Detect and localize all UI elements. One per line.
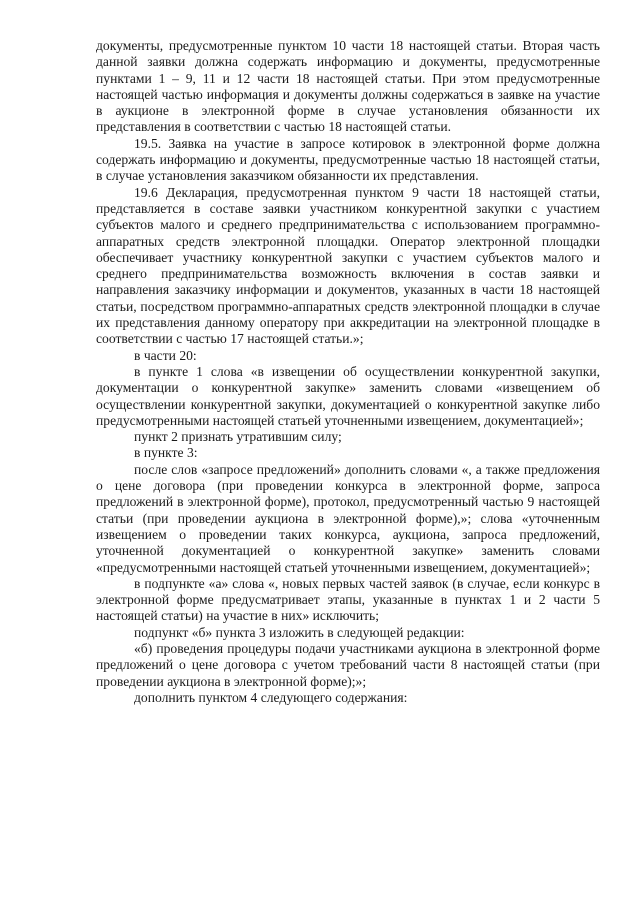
paragraph-19-5: 19.5. Заявка на участие в запросе котировок в электронной форме должна содержать информацию и документы, предусмотренные частью 18 настоящей статьи, в случае установления заказчиком обязанности их представления. xyxy=(96,135,600,184)
document-body xyxy=(96,38,600,706)
paragraph-point-3: в пункте 3: xyxy=(134,445,198,461)
paragraph-subpoint-b-intro: подпункт «б» пункта 3 изложить в следующей редакции: xyxy=(134,624,465,640)
paragraph-point-3-amendment: после слов «запросе предложений» дополнить словами «, а также предложения о цене договора (при проведении конкурса в электронной форме, запроса предложений в электронной форме), протокол, предусмотренный частью 9 настоящей статьи (при проведении аукциона в электронной форме),»; слова «уточненным извещением о проведении таких конкурса, аукциона, запроса предложений, уточненной документацией о конкурентной закупке» заменить словами «предусмотренными настоящей статьей уточненными извещением, документацией»; xyxy=(96,461,600,575)
paragraph-point-2: пункт 2 признать утратившим силу; xyxy=(134,429,342,445)
paragraph-point-4-intro: дополнить пунктом 4 следующего содержания: xyxy=(134,689,408,705)
paragraph-subpoint-b-text: «б) проведения процедуры подачи участниками аукциона в электронной форме предложений о цене договора с учетом требований части 8 настоящей статьи (при проведении аукциона в электронной форме);»; xyxy=(96,640,600,689)
paragraph-point-1: в пункте 1 слова «в извещении об осуществлении конкурентной закупки, документации о конкурентной закупке» заменить словами «извещением об осуществлении конкурентной закупки, документацией о конкурентной закупке либо предусмотренными настоящей статьей уточненными извещением, документацией»; xyxy=(96,363,600,428)
paragraph-documents-part2: документы, предусмотренные пунктом 10 части 18 настоящей статьи. Вторая часть данной заявки должна содержать информацию и документы, предусмотренные пунктами 1 – 9, 11 и 12 части 18 настоящей статьи. При этом предусмотренные настоящей частью информация и документы должны содержаться в заявке на участие в аукционе в электронной форме в случае установления обязанности их представления в соответствии с частью 18 настоящей статьи. xyxy=(96,38,600,135)
paragraph-19-6: 19.6 Декларация, предусмотренная пунктом 9 части 18 настоящей статьи, представляется в составе заявки участником конкурентной закупки с участием субъектов малого и среднего предпринимательства с использованием программно-аппаратных средств электронной площадки. Оператор электронной площадки обеспечивает участнику конкурентной закупки с участием субъектов малого и среднего предпринимательства возможность включения в состав заявки и направления заказчику информации и документов, указанных в части 18 настоящей статьи, посредством программно-аппаратных средств электронной площадки в случае их представления данному оператору при аккредитации на электронной площадке в соответствии с частью 17 настоящей статьи.»; xyxy=(96,184,600,347)
paragraph-subpoint-a: в подпункте «а» слова «, новых первых частей заявок (в случае, если конкурс в электронной форме предусматривает этапы, указанные в пунктах 1 и 2 части 5 настоящей статьи) на участие в них» исключить; xyxy=(96,575,600,624)
paragraph-part-20: в части 20: xyxy=(134,347,197,363)
